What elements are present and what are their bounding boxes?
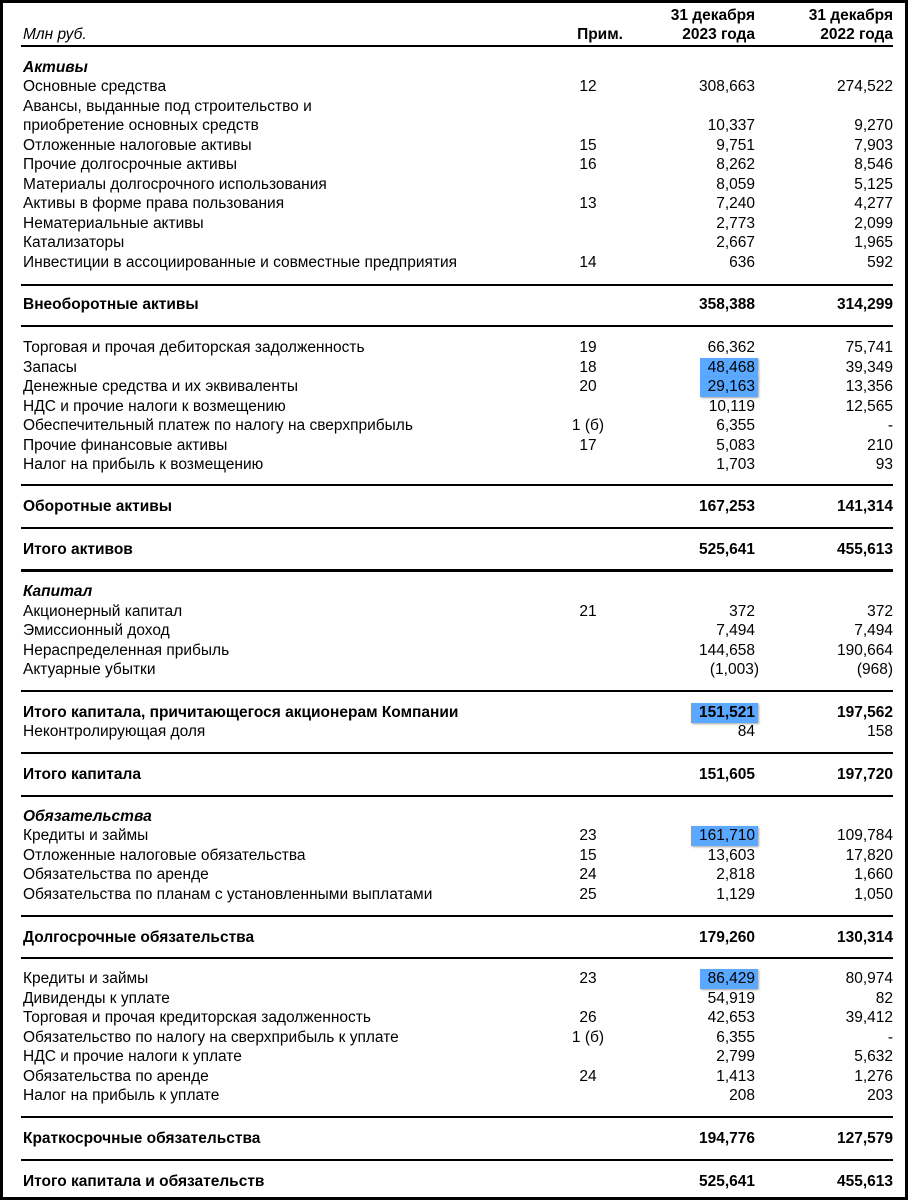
table-row: Обеспечительный платеж по налогу на сверхприбыль 1 (б) 6,355 - [23, 417, 893, 434]
divider [21, 752, 893, 754]
table-row: Кредиты и займы 23 161,710 109,784 [23, 827, 893, 844]
table-row: Катализаторы 2,667 1,965 [23, 234, 893, 251]
table-row: Материалы долгосрочного использования 8,059 5,125 [23, 176, 893, 193]
table-row: Прочие долгосрочные активы 16 8,262 8,546 [23, 156, 893, 173]
table-row: Нематериальные активы 2,773 2,099 [23, 215, 893, 232]
divider [21, 1116, 893, 1118]
subtotal-row-attributable-equity: Итого капитала, причитающегося акционерам Компании 151,521 197,562 [23, 704, 893, 721]
table-row: Неконтролирующая доля 84 158 [23, 723, 893, 740]
header-divider [21, 45, 893, 47]
table-row: Торговая и прочая кредиторская задолженность 26 42,653 39,412 [23, 1009, 893, 1026]
table-row: Эмиссионный доход 7,494 7,494 [23, 622, 893, 639]
divider [21, 325, 893, 327]
table-row: Авансы, выданные под строительство и [23, 98, 312, 115]
table-row: Обязательства по аренде 24 1,413 1,276 [23, 1068, 893, 1085]
table-row: Обязательство по налогу на сверхприбыль к уплате 1 (б) 6,355 - [23, 1029, 893, 1046]
table-row: Налог на прибыль к возмещению 1,703 93 [23, 456, 893, 473]
col-2023-header-line1: 31 декабря [670, 7, 755, 24]
highlighted-value: 161,710 [691, 826, 758, 846]
divider-thick [21, 569, 893, 572]
table-row: Налог на прибыль к уплате 208 203 [23, 1087, 893, 1104]
divider [21, 284, 893, 286]
total-row-assets: Итого активов 525,641 455,613 [23, 541, 893, 558]
divider [21, 957, 893, 959]
divider [21, 915, 893, 917]
table-row: Дивиденды к уплате 54,919 82 [23, 990, 893, 1007]
table-row: Обязательства по планам с установленными выплатами 25 1,129 1,050 [23, 886, 893, 903]
subtotal-row-current-liabilities: Краткосрочные обязательства 194,776 127,579 [23, 1130, 893, 1147]
table-row: Обязательства по аренде 24 2,818 1,660 [23, 866, 893, 883]
table-row: НДС и прочие налоги к возмещению 10,119 12,565 [23, 398, 893, 415]
divider [21, 527, 893, 529]
table-row: Акционерный капитал 21 372 372 [23, 603, 893, 620]
table-row: Инвестиции в ассоциированные и совместные предприятия 14 636 592 [23, 254, 893, 271]
divider [21, 690, 893, 692]
subtotal-row-noncurrent-liabilities: Долгосрочные обязательства 179,260 130,314 [23, 929, 893, 946]
unit-label: Млн руб. [23, 26, 87, 43]
divider [21, 1159, 893, 1161]
divider [21, 484, 893, 486]
table-row: Актуарные убытки (1,003) (968) [23, 661, 893, 678]
table-row: Основные средства 12 308,663 274,522 [23, 78, 893, 95]
grand-total-row: Итого капитала и обязательств 525,641 455,613 [23, 1173, 893, 1190]
table-row: Прочие финансовые активы 17 5,083 210 [23, 437, 893, 454]
highlighted-value: 48,468 [700, 358, 758, 378]
highlighted-value: 29,163 [700, 377, 758, 397]
col-2022-header-line2: 2022 года [820, 26, 893, 43]
table-row: Запасы 18 48,468 39,349 [23, 359, 893, 376]
table-row: Нераспределенная прибыль 144,658 190,664 [23, 642, 893, 659]
table-row: Отложенные налоговые обязательства 15 13,603 17,820 [23, 847, 893, 864]
section-heading-equity: Капитал [23, 583, 93, 600]
table-row: Отложенные налоговые активы 15 9,751 7,903 [23, 137, 893, 154]
section-heading-assets: Активы [23, 59, 88, 76]
table-row: НДС и прочие налоги к уплате 2,799 5,632 [23, 1048, 893, 1065]
col-2022-header-line1: 31 декабря [808, 7, 893, 24]
subtotal-row-current-assets: Оборотные активы 167,253 141,314 [23, 498, 893, 515]
highlighted-value: 86,429 [700, 969, 758, 989]
table-row: Денежные средства и их эквиваленты 20 29,163 13,356 [23, 378, 893, 395]
section-heading-liabilities: Обязательства [23, 808, 152, 825]
note-column-header: Прим. [577, 26, 623, 43]
total-row-equity: Итого капитала 151,605 197,720 [23, 766, 893, 783]
table-row: Кредиты и займы 23 86,429 80,974 [23, 970, 893, 987]
divider [21, 795, 893, 797]
table-row: Активы в форме права пользования 13 7,240 4,277 [23, 195, 893, 212]
col-2023-header-line2: 2023 года [682, 26, 755, 43]
highlighted-value: 151,521 [691, 703, 758, 723]
subtotal-row-noncurrent-assets: Внеоборотные активы 358,388 314,299 [23, 296, 893, 313]
table-row: Торговая и прочая дебиторская задолженность 19 66,362 75,741 [23, 339, 893, 356]
table-row: приобретение основных средств 10,337 9,270 [23, 117, 893, 134]
